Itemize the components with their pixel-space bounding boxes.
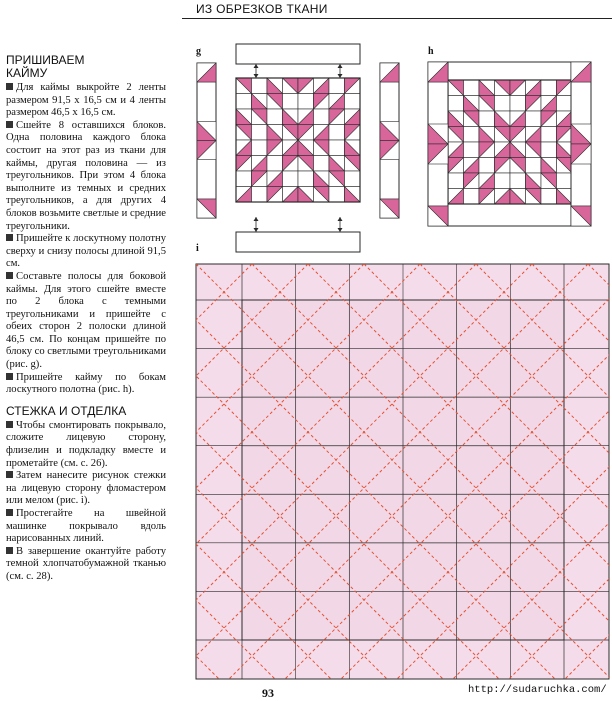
- block-cell: [495, 173, 511, 189]
- block-cell: [557, 173, 573, 189]
- block-cell: [329, 125, 345, 141]
- paragraph-text: Для каймы выкройте 2 ленты размером 91,5 x 16,5 см и 4 ленты размером 46,5 x 16,5 см.: [6, 82, 166, 119]
- paragraph-text: Пришейте кайму по бокам лоскутного полотна (рис. h).: [6, 371, 166, 396]
- arrow-head-icon: [338, 64, 343, 68]
- stitch-line: [0, 264, 107, 679]
- block-cell: [345, 94, 361, 110]
- block-cell: [329, 187, 345, 203]
- border-strip: [236, 232, 360, 252]
- stitch-line: [0, 264, 196, 679]
- block-cell: [495, 96, 511, 112]
- block-cell: [298, 94, 314, 110]
- section-title-line: КАЙМУ: [6, 66, 48, 80]
- stitch-line: [0, 264, 163, 679]
- block-cell: [541, 127, 557, 143]
- block-cell: [267, 156, 283, 172]
- figure-g-label: g: [196, 46, 201, 57]
- border-strip: [236, 44, 360, 64]
- page-number: 93: [262, 686, 274, 700]
- block-cell: [479, 158, 495, 174]
- block-cell: [510, 96, 526, 112]
- block-cell: [541, 80, 557, 96]
- block-cell: [252, 140, 268, 156]
- arrow-head-icon: [254, 217, 259, 221]
- arrow-head-icon: [338, 217, 343, 221]
- block-cell: [267, 109, 283, 125]
- figure-h-label: h: [428, 46, 434, 57]
- block-cell: [329, 78, 345, 94]
- section-title-line: ПРИШИВАЕМ: [6, 53, 85, 67]
- figure-i-diagram: [0, 264, 612, 679]
- block-cell: [464, 142, 480, 158]
- block-cell: [236, 171, 252, 187]
- watermark-url: http://sudaruchka.com/: [468, 684, 607, 696]
- figure-g-diagram: [197, 44, 399, 252]
- block-cell: [448, 96, 464, 112]
- block-cell: [464, 189, 480, 205]
- block-cell: [345, 171, 361, 187]
- block-cell: [526, 158, 542, 174]
- stitch-line: [0, 264, 140, 679]
- figure-h-diagram: [428, 62, 591, 226]
- paragraph-text: Пришейте к лоскутному полотну сверху и снизу полосы длиной 91,5 см.: [6, 233, 166, 270]
- block-cell: [479, 111, 495, 127]
- stitch-line: [0, 264, 84, 679]
- block-cell: [464, 127, 480, 143]
- page-header-title: ИЗ ОБРЕЗКОВ ТКАНИ: [196, 2, 328, 16]
- figure-i-label: i: [196, 243, 199, 254]
- stitch-line: [0, 264, 51, 679]
- paragraph-text: Сшейте 8 оставшихся блоков. Одна половина каждого блока состоит на этот раз из ткани для каймы, другая половина — из треугольников. При этом 4 блока выполните из темных и средних треугольников, а для других 4 блоков возьмите светлые и средние треугольники.: [6, 119, 166, 232]
- block-cell: [236, 94, 252, 110]
- arrow-head-icon: [338, 228, 343, 232]
- arrow-head-icon: [254, 228, 259, 232]
- block-cell: [541, 189, 557, 205]
- block-cell: [252, 125, 268, 141]
- section-title-line: СТЕЖКА И ОТДЕЛКА: [6, 403, 127, 418]
- block-cell: [464, 80, 480, 96]
- block-cell: [541, 142, 557, 158]
- arrow-head-icon: [254, 64, 259, 68]
- block-cell: [314, 109, 330, 125]
- paragraph-text: В завершение окантуйте работу темной хлопчатобумажной тканью (см. с. 28).: [6, 545, 166, 582]
- stitch-line: [0, 264, 28, 679]
- block-cell: [557, 96, 573, 112]
- block-cell: [329, 140, 345, 156]
- block-cell: [510, 173, 526, 189]
- paragraph-text: Простегайте на швейной машинке покрывало вдоль нарисованных линий.: [6, 508, 166, 545]
- block-cell: [448, 173, 464, 189]
- block-cell: [298, 171, 314, 187]
- block-cell: [283, 94, 299, 110]
- block-cell: [252, 187, 268, 203]
- paragraph-text: Чтобы смонтировать покрывало, сложите лицевую сторону, флизелин и подкладку вместе и прометайте (см. с. 26).: [6, 419, 166, 469]
- block-cell: [283, 171, 299, 187]
- block-cell: [526, 111, 542, 127]
- paragraph-text: Затем нанесите рисунок стежки на лицевую сторону фломастером или мелом (рис. i).: [6, 470, 166, 507]
- block-cell: [252, 78, 268, 94]
- paragraph-text: Составьте полосы для боковой каймы. Для этого сшейте вместе по 2 блока с темными треугольниками и пришейте с обеих сторон 2 полоски длиной 46,5 см. По концам пришейте по блоку со светлыми треугольниками (рис. g).: [6, 270, 166, 371]
- block-cell: [314, 156, 330, 172]
- stitch-line: [0, 264, 219, 679]
